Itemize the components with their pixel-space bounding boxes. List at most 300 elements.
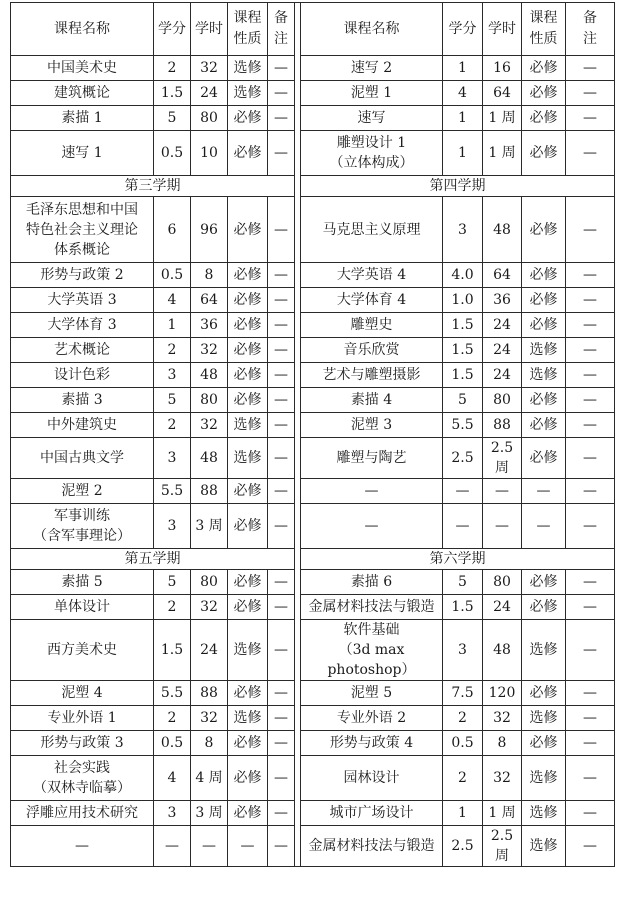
course-name-left — [11, 479, 154, 504]
course-name-left — [11, 313, 154, 338]
remark-cell-left: — — [268, 388, 295, 413]
remark-cell-left: — — [268, 263, 295, 288]
credit-cell-right: 0.5 — [443, 731, 483, 756]
credit-cell-right: 3 — [443, 620, 483, 681]
remark-cell-right: — — [566, 413, 615, 438]
remark-cell-left: — — [268, 413, 295, 438]
credit-cell-right: 5.5 — [443, 413, 483, 438]
hours-cell-right: 1 周 — [483, 131, 522, 176]
nature-cell-left: 必修 — [228, 801, 268, 826]
nature-cell-right: 选修 — [522, 801, 566, 826]
course-name-right — [301, 801, 443, 826]
table-row — [11, 388, 615, 413]
course-name-line: 特色社会主义理论 — [26, 221, 138, 238]
nature-cell-left: 必修 — [228, 263, 268, 288]
credit-cell-left: 3 — [154, 504, 191, 549]
course-name-left — [11, 388, 154, 413]
course-name-right — [301, 81, 443, 106]
remark-cell-right: — — [566, 504, 615, 549]
nature-cell-left: 选修 — [228, 413, 268, 438]
course-name-line: 雕塑史 — [350, 317, 393, 333]
hours-cell-right: 32 — [483, 756, 522, 801]
header-remark-line1: 备 — [274, 10, 288, 26]
nature-cell-left: 必修 — [228, 570, 268, 595]
hours-cell-right: 24 — [483, 363, 522, 388]
remark-cell-right: — — [566, 363, 615, 388]
remark-cell-left: — — [268, 756, 295, 801]
header-remark — [268, 3, 295, 56]
remark-cell-right: — — [566, 388, 615, 413]
course-name-left — [11, 570, 154, 595]
credit-cell-left: 5.5 — [154, 681, 191, 706]
remark-cell-right: — — [566, 56, 615, 81]
curriculum-table-page — [10, 2, 614, 867]
hours-cell-right: — — [483, 479, 522, 504]
remark-cell-left: — — [268, 681, 295, 706]
header-credit-right: 学分 — [443, 3, 483, 56]
course-name-right — [301, 681, 443, 706]
credit-cell-right: 2.5 — [443, 438, 483, 479]
course-name-right — [301, 263, 443, 288]
header-nature — [228, 3, 268, 56]
credit-cell-left: 2 — [154, 706, 191, 731]
table-row — [11, 479, 615, 504]
course-name-right — [301, 595, 443, 620]
table-row — [11, 106, 615, 131]
semester-label-left: 第五学期 — [11, 549, 295, 570]
hours-cell-right: 1 周 — [483, 801, 522, 826]
course-name-line: 素描 3 — [61, 392, 103, 408]
hours-cell-left: 4 周 — [191, 756, 228, 801]
course-name-line: 素描 1 — [61, 110, 103, 126]
hours-cell-left: 36 — [191, 313, 228, 338]
course-name-line: 形势与政策 4 — [329, 735, 414, 751]
course-name-right — [301, 338, 443, 363]
nature-cell-left: 必修 — [228, 288, 268, 313]
credit-cell-right: — — [443, 479, 483, 504]
course-name-line: 金属材料技法与锻造 — [308, 599, 435, 615]
nature-cell-right: 必修 — [522, 595, 566, 620]
remark-cell-right: — — [566, 756, 615, 801]
header-nature-line2: 性质 — [233, 31, 262, 47]
credit-cell-left: 3 — [154, 363, 191, 388]
table-row — [11, 681, 615, 706]
nature-cell-right: 选修 — [522, 756, 566, 801]
hours-cell-right: 36 — [483, 288, 522, 313]
table-row — [11, 595, 615, 620]
remark-cell-left: — — [268, 288, 295, 313]
hours-cell-left: 32 — [191, 338, 228, 363]
table-row — [11, 56, 615, 81]
course-name-line: 大学体育 3 — [47, 317, 117, 333]
credit-cell-left: 4 — [154, 288, 191, 313]
hours-cell-left: 10 — [191, 131, 228, 176]
credit-cell-right: 2 — [443, 756, 483, 801]
remark-cell-right: — — [566, 801, 615, 826]
nature-cell-right: 必修 — [522, 388, 566, 413]
hours-cell-left: 88 — [191, 681, 228, 706]
hours-cell-right: 48 — [483, 197, 522, 263]
credit-cell-left: 0.5 — [154, 731, 191, 756]
nature-cell-left: 选修 — [228, 620, 268, 681]
remark-cell-right: — — [566, 620, 615, 681]
hours-cell-right: 88 — [483, 413, 522, 438]
nature-cell-left: — — [228, 826, 268, 867]
course-name-line: 泥塑 5 — [350, 685, 393, 701]
course-name-left — [11, 81, 154, 106]
course-name-line: 毛泽东思想和中国 — [26, 201, 138, 218]
hours-cell-left: 88 — [191, 479, 228, 504]
course-name-line: 大学英语 4 — [336, 267, 407, 283]
hours-cell-right: 24 — [483, 338, 522, 363]
nature-cell-left: 必修 — [228, 504, 268, 549]
nature-cell-left: 必修 — [228, 313, 268, 338]
remark-cell-right: — — [566, 288, 615, 313]
course-name-right — [301, 756, 443, 801]
credit-cell-right: 7.5 — [443, 681, 483, 706]
hours-cell-right: — — [483, 504, 522, 549]
course-name-left — [11, 801, 154, 826]
remark-cell-left: — — [268, 570, 295, 595]
credit-cell-left: 1.5 — [154, 81, 191, 106]
course-name-right — [301, 504, 443, 549]
table-row — [11, 826, 615, 867]
nature-cell-left: 必修 — [228, 363, 268, 388]
course-name-line: 大学英语 3 — [47, 292, 117, 308]
course-name-left — [11, 731, 154, 756]
remark-cell-left: — — [268, 801, 295, 826]
course-name-line: 雕塑与陶艺 — [336, 450, 407, 466]
nature-cell-right: 必修 — [522, 263, 566, 288]
hours-cell-right: 120 — [483, 681, 522, 706]
nature-cell-left: 必修 — [228, 681, 268, 706]
nature-cell-left: 选修 — [228, 438, 268, 479]
remark-cell-left: — — [268, 479, 295, 504]
header-hours-right: 学时 — [483, 3, 522, 56]
credit-cell-right: 2 — [443, 706, 483, 731]
course-name-line: 软件基础 — [343, 622, 400, 638]
header-course-name: 课程名称 — [11, 3, 154, 56]
remark-cell-right: — — [566, 479, 615, 504]
hours-cell-right: 1 周 — [483, 106, 522, 131]
hours-cell-left: 32 — [191, 706, 228, 731]
nature-cell-left: 必修 — [228, 731, 268, 756]
course-name-right — [301, 826, 443, 867]
remark-cell-left: — — [268, 197, 295, 263]
nature-cell-right: 选修 — [522, 826, 566, 867]
remark-cell-right: — — [566, 81, 615, 106]
credit-cell-right: 5 — [443, 388, 483, 413]
course-name-line: 素描 4 — [350, 392, 393, 408]
course-name-line: 雕塑设计 1 — [336, 135, 407, 151]
course-name-line: 中国古典文学 — [40, 450, 124, 466]
credit-cell-right: 1 — [443, 801, 483, 826]
course-name-left — [11, 106, 154, 131]
nature-cell-right: — — [522, 504, 566, 549]
remark-cell-right: — — [566, 438, 615, 479]
course-name-line: 泥塑 2 — [61, 483, 103, 499]
remark-cell-right: — — [566, 197, 615, 263]
hours-cell-left: 48 — [191, 363, 228, 388]
course-name-left — [11, 263, 154, 288]
nature-cell-right: 必修 — [522, 81, 566, 106]
course-name-right — [301, 56, 443, 81]
remark-cell-right: — — [566, 106, 615, 131]
remark-cell-left: — — [268, 731, 295, 756]
nature-cell-right: 必修 — [522, 570, 566, 595]
remark-cell-left: — — [268, 81, 295, 106]
nature-cell-right: 选修 — [522, 706, 566, 731]
remark-cell-left: — — [268, 706, 295, 731]
course-name-line: 设计色彩 — [54, 367, 110, 383]
course-name-line: — — [364, 518, 379, 534]
remark-cell-right: — — [566, 131, 615, 176]
course-name-line: 单体设计 — [54, 599, 110, 615]
hours-cell-left: 64 — [191, 288, 228, 313]
course-name-line: 专业外语 2 — [336, 710, 407, 726]
table-row — [11, 363, 615, 388]
credit-cell-left: 0.5 — [154, 263, 191, 288]
header-remark-line2: 注 — [274, 31, 288, 47]
credit-cell-right: 5 — [443, 570, 483, 595]
course-name-line: 建筑概论 — [54, 85, 110, 101]
course-name-left — [11, 681, 154, 706]
course-name-right — [301, 388, 443, 413]
course-name-line: 素描 6 — [350, 574, 393, 590]
course-name-right — [301, 438, 443, 479]
course-name-line: （立体构成） — [329, 155, 414, 171]
hours-cell-left: 80 — [191, 388, 228, 413]
nature-cell-right: 选修 — [522, 338, 566, 363]
hours-cell-right: 24 — [483, 595, 522, 620]
course-name-right — [301, 570, 443, 595]
header-remark-right-line2: 注 — [583, 31, 597, 47]
course-name-line: 泥塑 3 — [350, 417, 393, 433]
hours-cell-left: 32 — [191, 413, 228, 438]
hours-cell-left: 32 — [191, 56, 228, 81]
credit-cell-right: 4 — [443, 81, 483, 106]
hours-cell-left: 96 — [191, 197, 228, 263]
nature-cell-right: 必修 — [522, 413, 566, 438]
table-row — [11, 288, 615, 313]
remark-cell-right: — — [566, 263, 615, 288]
remark-cell-left: — — [268, 56, 295, 81]
course-name-line: — — [75, 838, 89, 854]
semester-header-row — [11, 176, 615, 197]
nature-cell-right: 必修 — [522, 106, 566, 131]
course-name-left — [11, 706, 154, 731]
credit-cell-right: 1.5 — [443, 363, 483, 388]
remark-cell-left: — — [268, 595, 295, 620]
credit-cell-right: 1.5 — [443, 595, 483, 620]
course-name-left — [11, 363, 154, 388]
course-name-line: 形势与政策 3 — [40, 735, 124, 751]
course-name-left — [11, 338, 154, 363]
remark-cell-right: — — [566, 826, 615, 867]
course-name-line: 专业外语 1 — [47, 710, 117, 726]
course-name-line: 音乐欣赏 — [343, 342, 400, 358]
table-row — [11, 504, 615, 549]
credit-cell-right: 1.5 — [443, 338, 483, 363]
hours-cell-left: 8 — [191, 731, 228, 756]
course-name-right — [301, 479, 443, 504]
nature-cell-left: 必修 — [228, 388, 268, 413]
hours-cell-right: 32 — [483, 706, 522, 731]
credit-cell-left: 2 — [154, 595, 191, 620]
nature-cell-left: 选修 — [228, 81, 268, 106]
hours-cell-left: 3 周 — [191, 801, 228, 826]
semester-header-row — [11, 549, 615, 570]
course-name-line: 城市广场设计 — [329, 805, 414, 821]
remark-cell-left: — — [268, 438, 295, 479]
credit-cell-right: 4.0 — [443, 263, 483, 288]
course-name-line: 金属材料技法与锻造 — [308, 838, 435, 854]
nature-cell-left: 必修 — [228, 756, 268, 801]
header-course-name-right: 课程名称 — [301, 3, 443, 56]
course-name-right — [301, 131, 443, 176]
course-name-left — [11, 620, 154, 681]
credit-cell-left: 5 — [154, 570, 191, 595]
course-name-line: 园林设计 — [343, 770, 400, 786]
credit-cell-right: — — [443, 504, 483, 549]
header-remark-right — [566, 3, 615, 56]
header-nature-right — [522, 3, 566, 56]
course-name-left — [11, 826, 154, 867]
nature-cell-left: 必修 — [228, 595, 268, 620]
hours-cell-right: 80 — [483, 388, 522, 413]
remark-cell-right: — — [566, 731, 615, 756]
nature-cell-left: 必修 — [228, 479, 268, 504]
credit-cell-left: 5 — [154, 106, 191, 131]
hours-cell-right: 16 — [483, 56, 522, 81]
nature-cell-left: 必修 — [228, 338, 268, 363]
semester-label-right: 第四学期 — [301, 176, 615, 197]
remark-cell-left: — — [268, 504, 295, 549]
credit-cell-left: 3 — [154, 438, 191, 479]
course-name-left — [11, 413, 154, 438]
credit-cell-left: 2 — [154, 413, 191, 438]
nature-cell-left: 必修 — [228, 131, 268, 176]
course-name-right — [301, 731, 443, 756]
credit-cell-left: 2 — [154, 56, 191, 81]
nature-cell-right: 必修 — [522, 438, 566, 479]
course-name-line: 西方美术史 — [47, 642, 117, 658]
nature-cell-right: 选修 — [522, 363, 566, 388]
hours-cell-left: 48 — [191, 438, 228, 479]
course-name-right — [301, 313, 443, 338]
course-name-line: 泥塑 1 — [350, 85, 393, 101]
remark-cell-right: — — [566, 595, 615, 620]
course-name-line: （双林寺临摹） — [33, 780, 131, 796]
table-row — [11, 197, 615, 263]
hours-cell-left: 8 — [191, 263, 228, 288]
table-row — [11, 731, 615, 756]
nature-cell-left: 选修 — [228, 56, 268, 81]
header-nature-right-line2: 性质 — [529, 31, 558, 47]
table-row — [11, 263, 615, 288]
header-nature-right-line1: 课程 — [529, 10, 558, 26]
course-name-line: 速写 1 — [61, 145, 103, 161]
credit-cell-left: 6 — [154, 197, 191, 263]
hours-cell-left: — — [191, 826, 228, 867]
table-row — [11, 338, 615, 363]
remark-cell-left: — — [268, 620, 295, 681]
remark-cell-left: — — [268, 338, 295, 363]
remark-cell-left: — — [268, 106, 295, 131]
course-name-line: 速写 2 — [350, 60, 393, 76]
course-name-left — [11, 756, 154, 801]
nature-cell-right: 必修 — [522, 56, 566, 81]
remark-cell-left: — — [268, 131, 295, 176]
course-name-line: 形势与政策 2 — [40, 267, 124, 283]
table-row — [11, 413, 615, 438]
course-name-left — [11, 504, 154, 549]
hours-cell-right: 48 — [483, 620, 522, 681]
hours-cell-left: 80 — [191, 570, 228, 595]
nature-cell-right: 必修 — [522, 731, 566, 756]
table-row — [11, 438, 615, 479]
header-credit: 学分 — [154, 3, 191, 56]
course-name-line: 泥塑 4 — [61, 685, 103, 701]
nature-cell-right: 必修 — [522, 131, 566, 176]
course-name-line: 中国美术史 — [47, 60, 117, 76]
credit-cell-left: 1 — [154, 313, 191, 338]
nature-cell-right: — — [522, 479, 566, 504]
nature-cell-right: 必修 — [522, 288, 566, 313]
table-row — [11, 801, 615, 826]
course-name-line: 浮雕应用技术研究 — [26, 805, 138, 821]
nature-cell-right: 必修 — [522, 681, 566, 706]
hours-cell-right: 8 — [483, 731, 522, 756]
remark-cell-right: — — [566, 313, 615, 338]
course-name-line: 艺术概论 — [54, 342, 110, 358]
table-row — [11, 81, 615, 106]
header-row — [11, 3, 615, 56]
course-name-line: 速写 — [357, 110, 386, 126]
course-name-right — [301, 413, 443, 438]
remark-cell-right: — — [566, 706, 615, 731]
course-name-line: 中外建筑史 — [47, 417, 117, 433]
credit-cell-right: 2.5 — [443, 826, 483, 867]
hours-cell-right: 80 — [483, 570, 522, 595]
remark-cell-left: — — [268, 826, 295, 867]
credit-cell-right: 1 — [443, 131, 483, 176]
credit-cell-left: 2 — [154, 338, 191, 363]
course-name-left — [11, 131, 154, 176]
table-row — [11, 756, 615, 801]
hours-cell-right: 2.5 周 — [483, 438, 522, 479]
course-name-right — [301, 197, 443, 263]
course-name-line: 体系概论 — [54, 241, 110, 258]
header-nature-line1: 课程 — [233, 10, 262, 26]
hours-cell-right: 64 — [483, 81, 522, 106]
credit-cell-left: — — [154, 826, 191, 867]
credit-cell-right: 1.0 — [443, 288, 483, 313]
course-name-line: 大学体育 4 — [336, 292, 407, 308]
credit-cell-left: 1.5 — [154, 620, 191, 681]
remark-cell-right: — — [566, 338, 615, 363]
table-row — [11, 570, 615, 595]
semester-label-left: 第三学期 — [11, 176, 295, 197]
hours-cell-left: 24 — [191, 620, 228, 681]
course-name-left — [11, 197, 154, 263]
credit-cell-right: 1.5 — [443, 313, 483, 338]
course-name-line: 素描 5 — [61, 574, 103, 590]
semester-label-right: 第六学期 — [301, 549, 615, 570]
remark-cell-left: — — [268, 313, 295, 338]
credit-cell-left: 3 — [154, 801, 191, 826]
credit-cell-left: 0.5 — [154, 131, 191, 176]
